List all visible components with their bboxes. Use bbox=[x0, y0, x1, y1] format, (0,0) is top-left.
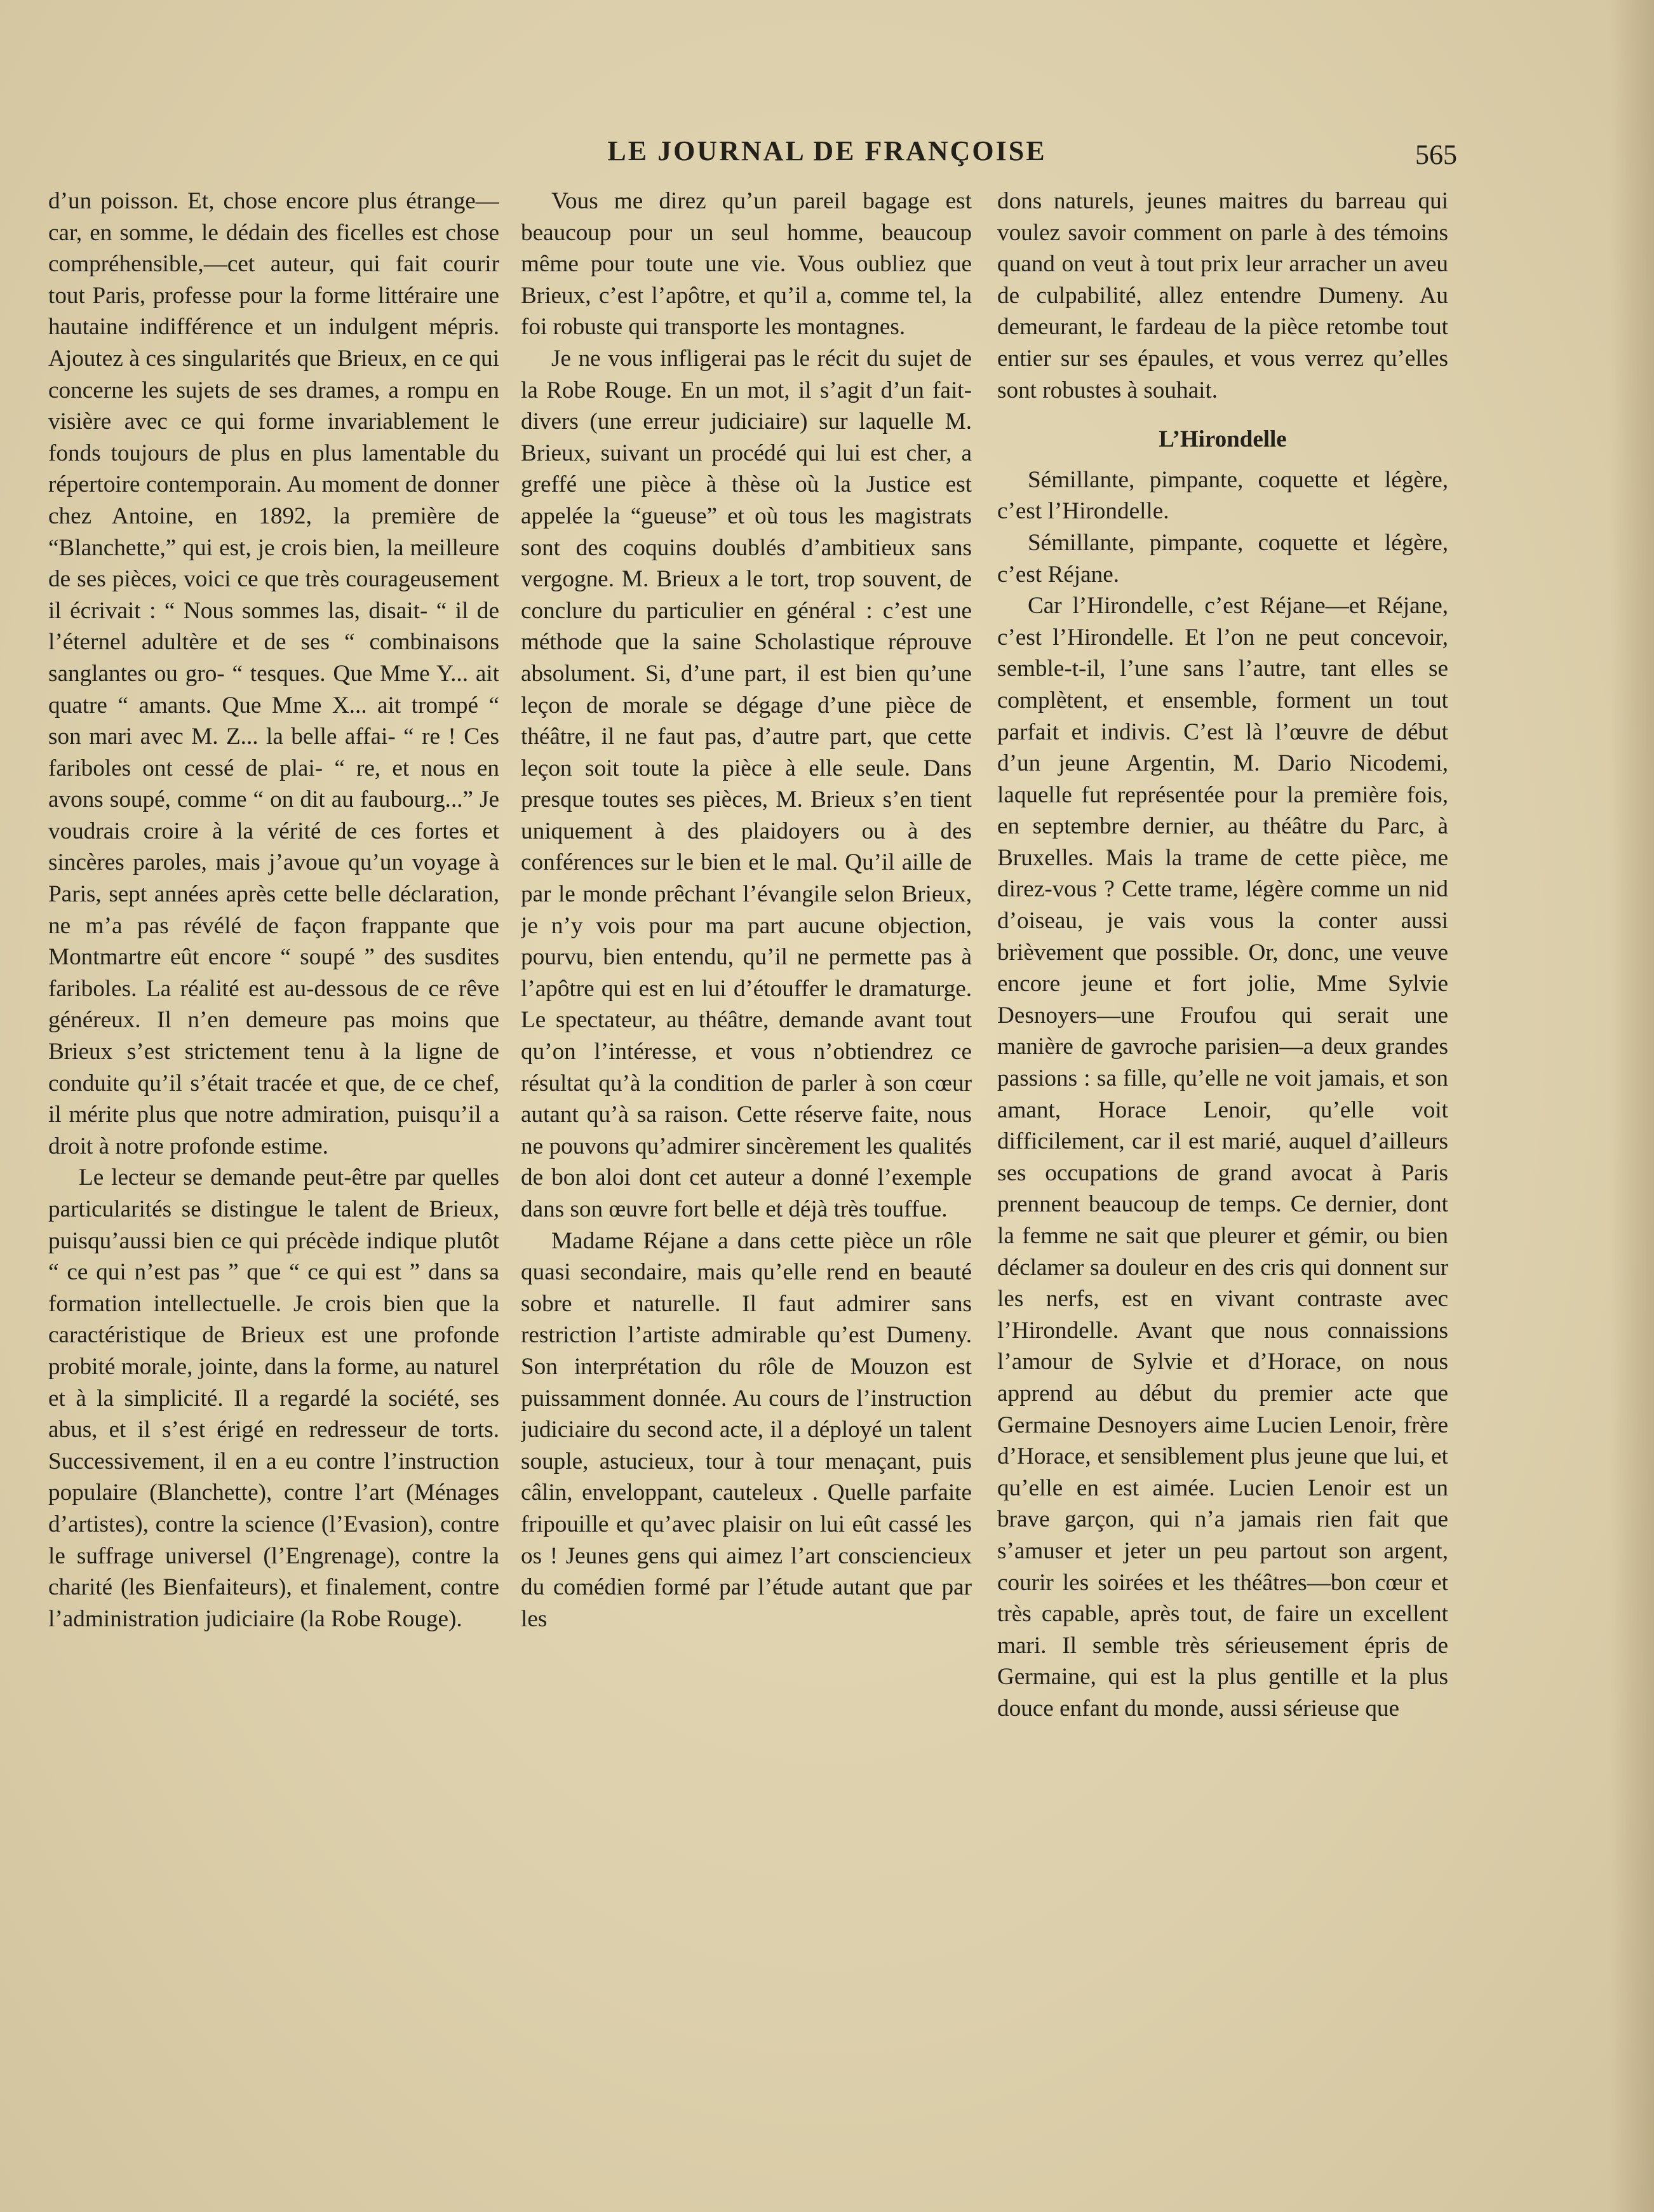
paragraph: Sémillante, pimpante, coquette et légère, c’est Réjane. bbox=[997, 529, 1448, 588]
paragraph: dons naturels, jeunes maitres du barreau qui voulez savoir comment on parle à des témoins quand on veut à tout prix leur arracher un aveu de culpabilité, allez entendre Dumeny. Au demeurant, le fardeau de la pièce retombe tout entier sur ses épaules, et vous verrez qu’elles sont robustes à souhait. bbox=[997, 188, 1448, 403]
paragraph: Je ne vous infligerai pas le récit du sujet de la Robe Rouge. En un mot, il s’agit d’un fait-divers (une erreur judiciaire) sur laquelle M. Brieux, suivant un procédé qui lui est cher, a greffé une pièce à thèse où la Justice est appelée la “gueuse” et où tous les magistrats sont des coquins doublés d’ambitieux sans vergogne. M. Brieux a le tort, trop souvent, de conclure du particulier en général : c’est une méthode que la saine Scholastique réprouve absolument. Si, d’une part, il est bien qu’une leçon de morale se dégage d’une pièce de théâtre, il ne faut pas, d’autre part, que cette leçon soit toute la pièce à elle seule. Dans presque toutes ses pièces, M. Brieux s’en tient uniquement à des plaidoyers ou à des conférences sur le bien et le mal. Qu’il aille de par le monde prêchant l’évangile selon Brieux, je n’y vois pour ma part aucune objection, pourvu, bien entendu, qu’il ne permette pas à l’apôtre qui est en lui d’étouffer le dramaturge. Le spectateur, au théâtre, demande avant tout qu’on l’intéresse, et vous n’obtiendrez ce résultat qu’à la condition de parler à son cœur autant qu’à sa raison. Cette réserve faite, nous ne pouvons qu’admirer sincèrement les qualités de bon aloi dont cet auteur a donné l’exemple dans son œuvre fort belle et déjà très touffue. bbox=[521, 345, 972, 1222]
text-column-1 bbox=[48, 185, 499, 2142]
paragraph: Vous me direz qu’un pareil bagage est beaucoup pour un seul homme, beaucoup même pour toute une vie. Vous oubliez que Brieux, c’est l’apôtre, et qu’il a, comme tel, la foi robuste qui transporte les montagnes. bbox=[521, 188, 972, 341]
page-number: 565 bbox=[1415, 139, 1457, 170]
page-edge-shadow bbox=[1610, 0, 1654, 2212]
paragraph: Le lecteur se demande peut-être par quelles particularités se distingue le talent de Brieux, puisqu’aussi bien ce qui précède indique plutôt “ ce qui n’est pas ” que “ ce qui est ” dans sa formation intellectuelle. Je crois bien que la caractéristique de Brieux est une profonde probité morale, jointe, dans la forme, au naturel et à la simplicité. Il a regardé la société, ses abus, et il s’est érigé en redresseur de torts. Successivement, il en a eu contre l’instruction populaire (Blanchette), contre l’art (Ménages d’artistes), contre la science (l’Evasion), contre le suffrage universel (l’Engrenage), contre la charité (les Bienfaiteurs), et finalement, contre l’administration judiciaire (la Robe Rouge). bbox=[48, 1164, 499, 1632]
paragraph: d’un poisson. Et, chose encore plus étrange—car, en somme, le dédain des ficelles est chose compréhensible,—cet auteur, qui fait courir tout Paris, professe pour la forme littéraire une hautaine indifférence et un indulgent mépris. Ajoutez à ces singularités que Brieux, en ce qui concerne les sujets de ses drames, a rompu en visière avec ce qui forme invariablement le fonds toujours de plus en plus lamentable du répertoire contemporain. Au moment de donner chez Antoine, en 1892, la première de “Blanchette,” qui est, je crois bien, la meilleure de ses pièces, voici ce que très courageusement il écrivait : “ Nous sommes las, disait- “ il de l’éternel adultère et de ses “ combinaisons sanglantes ou gro- “ tesques. Que Mme Y... ait quatre “ amants. Que Mme X... ait trompé “ son mari avec M. Z... la belle affai- “ re ! Ces fariboles ont cessé de plai- “ re, et nous en avons soupé, comme “ on dit au faubourg...” Je voudrais croire à la vérité de ces fortes et sincères paroles, mais j’avoue qu’un voyage à Paris, sept années après cette belle déclaration, ne m’a pas révélé de façon frappante que Montmartre eût encore “ soupé ” des susdites fariboles. La réalité est au-dessous de ce rêve généreux. Il n’en demeure pas moins que Brieux s’est strictement tenu à la ligne de conduite qu’il s’était tracée et que, de ce chef, il mérite plus que notre admiration, puisqu’il a droit à notre profonde estime. bbox=[48, 188, 499, 1159]
section-heading: L’Hirondelle bbox=[1159, 426, 1287, 453]
text-column-2 bbox=[521, 185, 972, 2142]
paragraph: Madame Réjane a dans cette pièce un rôle quasi secondaire, mais qu’elle rend en beauté sobre et naturelle. Il faut admirer sans restriction l’artiste admirable qu’est Dumeny. Son interprétation du rôle de Mouzon est puissamment donnée. Au cours de l’instruction judiciaire du second acte, il a déployé un talent souple, astucieux, tour à tour menaçant, puis câlin, enveloppant, cauteleux . Quelle parfaite fripouille et qu’avec plaisir on lui eût cassé les os ! Jeunes gens qui aimez l’art consciencieux du comédien formé par l’étude autant que par les bbox=[521, 1227, 972, 1632]
running-header bbox=[0, 135, 1654, 173]
text-column-3 bbox=[997, 185, 1448, 2142]
paragraph: Sémillante, pimpante, coquette et légère, c’est l’Hirondelle. bbox=[997, 466, 1448, 525]
journal-title: LE JOURNAL DE FRANÇOISE bbox=[607, 135, 1047, 166]
paragraph: Car l’Hirondelle, c’est Réjane—et Réjane, c’est l’Hirondelle. Et l’on ne peut concevoir, semble-t-il, l’une sans l’autre, tant elles se complètent, et ensemble, forment un tout parfait et indivis. C’est là l’œuvre de début d’un jeune Argentin, M. Dario Nicodemi, laquelle fut représentée pour la première fois, en septembre dernier, au théâtre du Parc, à Bruxelles. Mais la trame de cette pièce, me direz-vous ? Cette trame, légère comme un nid d’oiseau, je vais vous la conter aussi brièvement que possible. Or, donc, une veuve encore jeune et fort jolie, Mme Sylvie Desnoyers—une Froufou qui serait une manière de gavroche parisien—a deux grandes passions : sa fille, qu’elle ne voit jamais, et son amant, Horace Lenoir, qu’elle voit difficilement, car il est marié, auquel d’ailleurs ses occupations de grand avocat à Paris prennent beaucoup de temps. Ce dernier, dont la femme ne sait que pleurer et gémir, ou bien déclamer sa douleur en des cris qui donnent sur les nerfs, est en vivant contraste avec l’Hirondelle. Avant que nous connaissions l’amour de Sylvie et d’Horace, on nous apprend au début du premier acte que Germaine Desnoyers aime Lucien Lenoir, frère d’Horace, et sensiblement plus jeune que lui, et qu’elle en est aimée. Lucien Lenoir est un brave garçon, qui n’a jamais rien fait que s’amuser et jeter un peu partout son argent, courir les soirées et les théâtres—bon cœur et très capable, après tout, de faire un excellent mari. Il semble très sérieusement épris de Germaine, qui est la plus gentille et la plus douce enfant du monde, aussi sérieuse que bbox=[997, 593, 1448, 1722]
